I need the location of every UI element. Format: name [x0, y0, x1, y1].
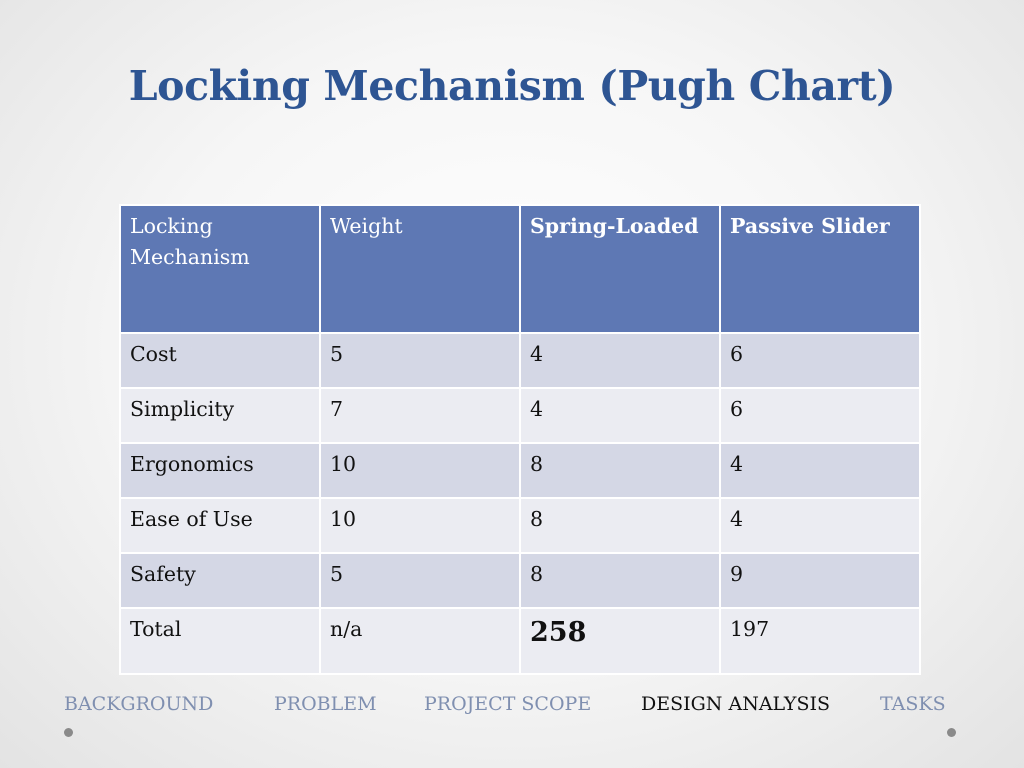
weight-cell: 10	[320, 498, 520, 553]
right-decorative-dot	[947, 728, 956, 737]
criterion-cell: Ergonomics	[120, 443, 320, 498]
slide-title: Locking Mechanism (Pugh Chart)	[128, 62, 896, 110]
spring-loaded-cell: 8	[520, 553, 720, 608]
table-row-ease-of-use	[120, 498, 920, 553]
weight-cell: 5	[320, 333, 520, 388]
header-locking-mechanism: Locking Mechanism	[120, 205, 320, 333]
table-row-total	[120, 608, 920, 674]
passive-slider-cell: 4	[720, 443, 920, 498]
weight-cell: 10	[320, 443, 520, 498]
table-header-row	[120, 205, 920, 333]
table-row-ergonomics	[120, 443, 920, 498]
table-row-cost	[120, 333, 920, 388]
passive-slider-cell: 6	[720, 388, 920, 443]
spring-loaded-cell: 8	[520, 498, 720, 553]
spring-loaded-cell: 4	[520, 333, 720, 388]
nav-item-problem[interactable]: PROBLEM	[274, 693, 377, 715]
weight-cell: n/a	[320, 608, 520, 674]
header-spring-loaded: Spring-Loaded	[520, 205, 720, 333]
passive-slider-cell: 9	[720, 553, 920, 608]
nav-item-tasks[interactable]: TASKS	[880, 693, 946, 715]
header-weight: Weight	[320, 205, 520, 333]
nav-item-design-analysis[interactable]: DESIGN ANALYSIS	[641, 693, 831, 715]
table-row-simplicity	[120, 388, 920, 443]
criterion-cell: Ease of Use	[120, 498, 320, 553]
header-passive-slider: Passive Slider	[720, 205, 920, 333]
spring-loaded-cell: 4	[520, 388, 720, 443]
criterion-cell: Cost	[120, 333, 320, 388]
pugh-chart-table	[119, 204, 921, 675]
criterion-cell: Total	[120, 608, 320, 674]
table-row-safety	[120, 553, 920, 608]
nav-item-project-scope[interactable]: PROJECT SCOPE	[424, 693, 592, 715]
criterion-cell: Safety	[120, 553, 320, 608]
spring-loaded-cell: 8	[520, 443, 720, 498]
spring-loaded-total-cell: 258	[520, 608, 720, 674]
passive-slider-cell: 4	[720, 498, 920, 553]
left-decorative-dot	[64, 728, 73, 737]
passive-slider-total-cell: 197	[720, 608, 920, 674]
weight-cell: 7	[320, 388, 520, 443]
passive-slider-cell: 6	[720, 333, 920, 388]
section-nav	[0, 693, 1024, 723]
nav-item-background[interactable]: BACKGROUND	[64, 693, 214, 715]
weight-cell: 5	[320, 553, 520, 608]
criterion-cell: Simplicity	[120, 388, 320, 443]
